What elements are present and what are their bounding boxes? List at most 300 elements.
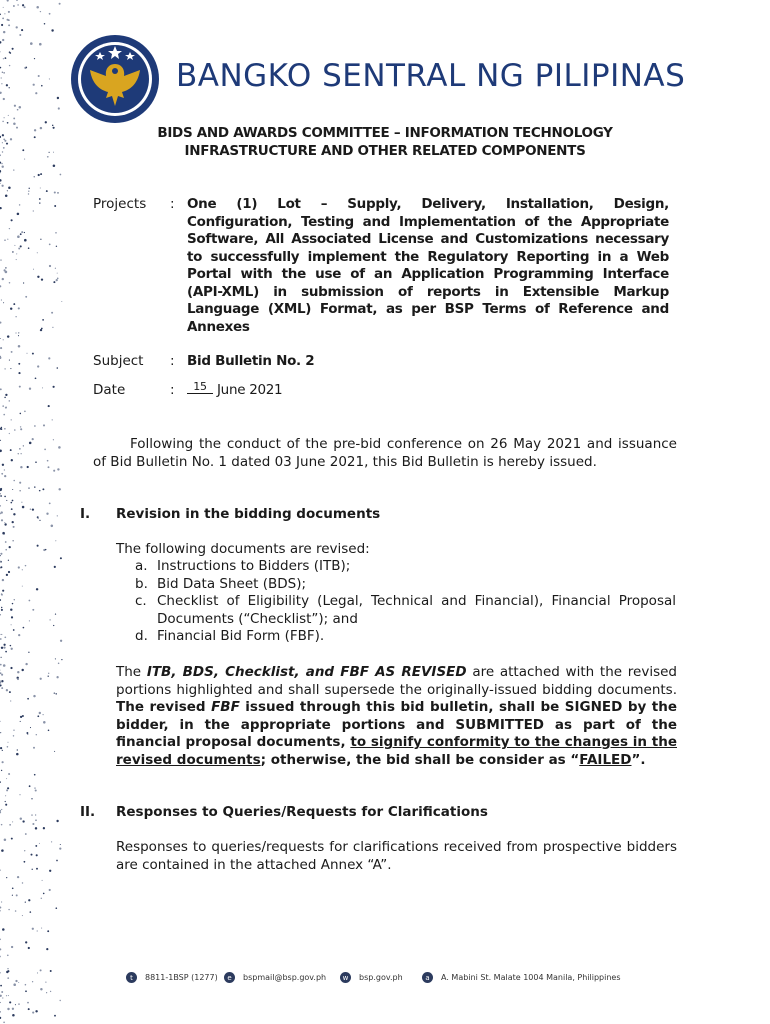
revision-fbf: FBF: [211, 699, 240, 715]
decorative-dot: [22, 915, 23, 916]
decorative-dot: [59, 1000, 60, 1001]
decorative-dot: [37, 252, 38, 253]
decorative-dot: [0, 1011, 1, 1012]
decorative-dot: [25, 941, 27, 943]
decorative-dot: [0, 732, 1, 733]
decorative-dot: [32, 928, 34, 930]
decorative-dot: [3, 138, 5, 140]
decorative-dot: [33, 84, 35, 86]
section-1-title: Revision in the bidding documents: [116, 506, 381, 522]
decorative-dot: [13, 480, 15, 482]
decorative-dot: [38, 174, 40, 176]
decorative-dot: [27, 1002, 29, 1004]
decorative-dot: [1, 687, 3, 689]
decorative-dot: [2, 142, 3, 143]
decorative-dot: [0, 440, 1, 441]
decorative-dot: [49, 152, 50, 153]
bsp-seal-logo: [70, 34, 160, 124]
decorative-dot: [7, 787, 9, 789]
decorative-dot: [52, 419, 53, 420]
decorative-dot: [53, 625, 54, 626]
decorative-dot: [22, 4, 24, 6]
decorative-dot: [4, 636, 6, 638]
decorative-dot: [29, 442, 32, 445]
decorative-dot: [28, 193, 29, 194]
decorative-dot: [1, 519, 3, 521]
decorative-dot: [10, 645, 11, 646]
decorative-dot: [22, 715, 24, 717]
decorative-dot: [15, 332, 16, 333]
decorative-dot: [42, 880, 43, 881]
decorative-dot: [55, 658, 56, 659]
decorative-dot: [37, 545, 39, 547]
decorative-dot: [57, 515, 58, 516]
decorative-dot: [33, 269, 34, 270]
decorative-dot: [59, 3, 61, 5]
decorative-dot: [57, 278, 59, 280]
decorative-dot: [46, 190, 48, 192]
decorative-dot: [48, 466, 50, 468]
decorative-dot: [21, 453, 22, 454]
decorative-dot: [9, 691, 11, 693]
decorative-dot: [31, 815, 32, 816]
footer-contact-bar: [126, 972, 646, 988]
section-1-number: I.: [80, 506, 91, 522]
decorative-dot: [18, 566, 20, 568]
decorative-dot: [2, 166, 4, 168]
decorative-dot: [13, 540, 14, 541]
decorative-dot: [51, 841, 52, 842]
decorative-dot: [40, 11, 41, 12]
committee-heading: [110, 124, 660, 160]
decorative-dot: [50, 991, 51, 992]
decorative-dot: [20, 817, 22, 819]
decorative-dot: [52, 327, 53, 328]
decorative-dot: [50, 970, 52, 972]
decorative-dot: [0, 183, 1, 184]
decorative-dot: [19, 482, 21, 484]
decorative-dot: [11, 351, 13, 353]
decorative-dot: [34, 774, 36, 776]
decorative-dot: [16, 26, 18, 28]
decorative-dot: [15, 1004, 16, 1005]
decorative-dot: [36, 868, 38, 870]
list-marker: a.: [135, 558, 148, 574]
decorative-dot: [5, 801, 6, 802]
decorative-dot: [37, 972, 38, 973]
revision-text-the: The: [116, 664, 147, 680]
decorative-dot: [1, 83, 2, 84]
decorative-dot: [37, 365, 39, 367]
decorative-dot: [19, 106, 22, 109]
decorative-dot: [13, 169, 14, 170]
decorative-dot: [48, 357, 50, 359]
decorative-dot: [12, 603, 13, 604]
decorative-dot: [11, 502, 13, 504]
decorative-dot: [31, 854, 33, 856]
decorative-dot: [12, 887, 14, 889]
decorative-dot: [5, 394, 7, 396]
decorative-dot: [57, 367, 59, 369]
decorative-dot: [28, 247, 30, 249]
decorative-dot: [12, 489, 13, 490]
decorative-dot: [45, 549, 46, 550]
decorative-dot: [4, 368, 5, 369]
decorative-dot: [12, 500, 14, 502]
decorative-dot: [1, 185, 3, 187]
decorative-dot: [54, 191, 56, 193]
decorative-dot: [20, 716, 22, 718]
decorative-dot: [6, 500, 7, 501]
decorative-dot: [5, 57, 7, 59]
decorative-dot: [36, 6, 39, 9]
decorative-dot: [55, 907, 57, 909]
decorative-dot: [11, 219, 13, 221]
decorative-dot: [3, 98, 5, 100]
decorative-dot: [9, 51, 11, 53]
decorative-dot: [8, 571, 10, 573]
decorative-dot: [18, 453, 19, 454]
decorative-dot: [3, 58, 4, 59]
decorative-dot: [9, 546, 11, 548]
decorative-dot: [10, 307, 12, 309]
decorative-dot: [30, 727, 31, 728]
subject-label: Subject: [93, 353, 144, 369]
decorative-dot: [17, 213, 20, 216]
decorative-dot: [2, 590, 4, 592]
decorative-dot: [6, 877, 7, 878]
decorative-dot: [46, 513, 48, 515]
decorative-dot: [1, 824, 3, 826]
section-1-heading: [80, 506, 380, 522]
decorative-dot: [39, 202, 40, 203]
decorative-dot: [17, 235, 20, 238]
decorative-dot: [1, 607, 2, 608]
decorative-dot: [0, 179, 2, 182]
revision-bold-2: issued through this bid bulletin, shall be SIGNED by the bidder, in the appropriate portions and SUBMITTED as part of the financial proposal documents,: [116, 699, 677, 750]
decorative-dot: [34, 176, 35, 177]
decorative-dot: [34, 58, 35, 59]
decorative-dot: [8, 19, 9, 20]
decorative-dot: [12, 521, 14, 523]
decorative-dot: [33, 747, 35, 749]
decorative-dot: [0, 13, 1, 15]
decorative-dot: [32, 823, 34, 825]
decorative-dot: [8, 11, 10, 13]
decorative-dot: [2, 997, 3, 998]
decorative-dot: [39, 520, 40, 521]
decorative-dot: [7, 742, 8, 743]
decorative-dot: [3, 7, 4, 8]
list-text: Instructions to Bidders (ITB);: [157, 558, 351, 574]
decorative-dot: [53, 152, 54, 153]
decorative-dot: [17, 4, 18, 5]
decorative-dot: [18, 1003, 20, 1005]
decorative-dot: [48, 673, 49, 674]
decorative-dot: [16, 259, 17, 260]
decorative-dot: [11, 946, 13, 948]
decorative-dot: [11, 838, 13, 840]
decorative-dot: [58, 107, 60, 109]
phone-icon: t: [126, 972, 137, 983]
decorative-dot: [55, 614, 56, 615]
decorative-dot: [1, 991, 3, 993]
decorative-dot: [17, 109, 19, 111]
decorative-dot: [22, 882, 23, 883]
decorative-dot: [21, 231, 23, 233]
decorative-dot: [30, 508, 31, 509]
decorative-dot: [53, 164, 56, 167]
revision-conformity: to signify conformity to the changes in the revised documents: [116, 734, 677, 768]
decorative-dot: [0, 721, 1, 722]
decorative-dot: [33, 210, 34, 211]
decorative-dot: [2, 928, 5, 931]
decorative-dot: [18, 372, 20, 374]
decorative-dot: [43, 721, 46, 724]
decorative-dot: [11, 419, 12, 420]
decorative-dot: [7, 968, 8, 969]
decorative-dot: [24, 850, 25, 851]
decorative-dot: [46, 948, 48, 950]
decorative-dot: [53, 281, 55, 283]
decorative-dot: [32, 609, 34, 611]
decorative-dot: [49, 78, 50, 79]
revised-documents-names: ITB, BDS, Checklist, and FBF AS REVISED: [146, 664, 467, 680]
decorative-dot: [46, 992, 47, 993]
decorative-dot: [36, 588, 38, 590]
decorative-dot: [35, 92, 37, 94]
decorative-dot: [13, 5, 15, 7]
decorative-dot: [49, 244, 51, 246]
decorative-dot: [7, 970, 9, 972]
decorative-dot: [4, 140, 6, 142]
footer-phone: [126, 972, 218, 983]
decorative-dot: [0, 154, 1, 156]
decorative-dot: [49, 889, 51, 891]
decorative-dot: [20, 466, 22, 468]
revision-paragraph: [116, 664, 677, 769]
decorative-dot: [19, 448, 20, 449]
decorative-dot: [0, 260, 1, 261]
decorative-dot: [5, 549, 7, 551]
decorative-dot: [0, 670, 1, 671]
date-month-year: June 2021: [217, 382, 283, 398]
section-2-paragraph: Responses to queries/requests for clarifications received from prospective bidders are contained in the attached Annex “A”.: [116, 839, 677, 873]
decorative-dot: [48, 676, 49, 677]
email-icon: e: [224, 972, 235, 983]
decorative-dot: [24, 410, 26, 412]
decorative-dot: [24, 239, 27, 242]
decorative-dot: [32, 353, 34, 355]
decorative-dot: [0, 638, 2, 640]
decorative-dot: [0, 338, 1, 339]
decorative-dot: [0, 51, 1, 52]
decorative-dot: [2, 405, 4, 407]
decorative-dot: [49, 265, 51, 267]
decorative-dot: [12, 821, 13, 822]
decorative-dot: [25, 984, 27, 986]
decorative-dot: [0, 684, 2, 686]
decorative-dot: [20, 490, 21, 491]
decorative-dot: [54, 1015, 56, 1017]
decorative-dot: [42, 319, 44, 321]
decorative-dot: [0, 92, 2, 94]
decorative-dot: [16, 894, 18, 896]
decorative-dot: [25, 565, 27, 567]
decorative-dot: [54, 566, 56, 568]
decorative-dot: [54, 692, 55, 693]
decorative-dot: [29, 600, 31, 602]
decorative-dot: [9, 400, 11, 402]
list-item: [135, 593, 676, 628]
decorative-dot: [7, 954, 9, 956]
decorative-dot: [1, 609, 3, 611]
decorative-dot: [61, 659, 62, 660]
decorative-dot: [4, 469, 5, 470]
decorative-dot: [45, 981, 46, 982]
decorative-dot: [3, 72, 4, 73]
decorative-dot: [40, 127, 42, 129]
decorative-dot: [39, 712, 41, 714]
decorative-dot: [31, 798, 32, 799]
decorative-dot: [51, 29, 53, 31]
decorative-dot: [5, 651, 7, 653]
decorative-dot: [20, 413, 22, 415]
decorative-dot: [37, 715, 39, 717]
decorative-dot: [0, 136, 1, 138]
decorative-dot: [60, 844, 61, 845]
decorative-dot: [56, 246, 57, 247]
decorative-dot: [43, 714, 44, 715]
decorative-dot: [6, 143, 8, 145]
decorative-dot: [28, 899, 30, 901]
decorative-dot: [28, 487, 30, 489]
decorative-dot: [32, 508, 34, 510]
decorative-dot: [39, 843, 40, 844]
decorative-dot: [0, 505, 1, 506]
decorative-dot: [3, 147, 5, 149]
decorative-dot: [18, 332, 19, 333]
decorative-dot: [10, 700, 11, 701]
decorative-dot: [44, 449, 46, 451]
decorative-dot: [20, 233, 22, 235]
decorative-dot: [5, 795, 6, 796]
decorative-dot: [37, 276, 39, 278]
decorative-dot: [9, 65, 10, 66]
list-marker: c.: [135, 593, 147, 609]
decorative-dot: [14, 105, 16, 107]
decorative-dot: [49, 870, 51, 872]
decorative-dot: [8, 115, 9, 116]
decorative-dot: [57, 192, 58, 193]
decorative-dot: [29, 388, 31, 390]
decorative-dot: [1, 770, 2, 771]
decorative-dot: [3, 339, 4, 340]
decorative-dot: [0, 985, 2, 987]
list-item: [135, 628, 676, 646]
decorative-dot: [0, 450, 2, 453]
decorative-dot: [60, 640, 62, 642]
decorative-dot: [0, 161, 1, 163]
decorative-dot: [24, 6, 26, 8]
decorative-dot: [8, 560, 9, 561]
decorative-dot: [28, 1008, 30, 1010]
projects-value: One (1) Lot – Supply, Delivery, Installation, Design, Configuration, Testing and Implementation of the Appropriate Software, All Associated License and Customizations necessary to successfully implement the Regulatory Reporting in a Web Portal with the use of an Application Programming Interface (API-XML) in submission of reports in Extensible Markup Language (XML) Format, as per BSP Terms of Reference and Annexes: [187, 196, 669, 335]
decorative-dot: [40, 678, 42, 680]
decorative-dot: [9, 433, 10, 434]
decorative-dot: [1, 901, 2, 902]
decorative-dot: [13, 629, 15, 631]
decorative-dot: [13, 303, 15, 305]
decorative-dot: [39, 490, 41, 492]
decorative-dot: [1, 163, 3, 165]
decorative-dot: [24, 232, 25, 233]
decorative-dot: [18, 634, 20, 636]
decorative-dot: [41, 898, 42, 899]
decorative-dot: [54, 205, 56, 207]
decorative-dot: [9, 360, 10, 361]
decorative-dot: [53, 470, 55, 472]
intro-paragraph: Following the conduct of the pre-bid conference on 26 May 2021 and issuance of Bid Bulletin No. 1 dated 03 June 2021, this Bid Bulletin is hereby issued.: [93, 436, 677, 470]
decorative-dot: [0, 614, 1, 615]
decorative-dot: [43, 424, 45, 426]
decorative-dot: [35, 819, 37, 821]
decorative-dot: [1, 849, 4, 852]
decorative-dot: [7, 122, 9, 124]
decorative-dot: [24, 861, 26, 863]
decorative-dot: [37, 930, 38, 931]
decorative-dot: [5, 267, 6, 268]
revision-bold-1: The revised: [116, 699, 212, 715]
decorative-dot: [0, 811, 1, 813]
decorative-dot: [16, 127, 18, 129]
decorative-dot: [0, 388, 2, 390]
decorative-dot: [14, 599, 15, 600]
decorative-dot: [57, 97, 59, 99]
footer-phone-text: 8811-1BSP (1277): [145, 973, 218, 982]
decorative-dot: [11, 624, 12, 625]
decorative-dot: [0, 555, 1, 556]
decorative-dot: [29, 188, 30, 189]
decorative-dot: [32, 438, 34, 440]
decorative-dot: [20, 428, 22, 430]
decorative-dot: [8, 187, 11, 190]
decorative-dot: [1, 680, 3, 682]
decorative-dot: [2, 761, 4, 763]
decorative-dot: [16, 0, 18, 1]
decorative-dot: [0, 664, 2, 666]
decorative-dot: [9, 228, 10, 229]
decorative-dot: [0, 493, 1, 494]
decorative-dot: [2, 750, 3, 751]
decorative-dot: [49, 502, 51, 504]
decorative-dot: [3, 31, 5, 33]
decorative-dot: [0, 870, 1, 871]
decorative-dot: [41, 278, 43, 280]
decorative-dot: [40, 329, 42, 331]
decorative-dot: [40, 239, 41, 240]
decorative-dot: [22, 820, 24, 822]
decorative-dot: [35, 377, 37, 379]
decorative-dot: [0, 672, 2, 674]
projects-label: Projects: [93, 196, 147, 212]
decorative-dot: [0, 170, 1, 172]
decorative-dot: [36, 734, 37, 735]
decorative-dot: [3, 302, 4, 303]
decorative-dot: [56, 820, 58, 822]
decorative-dot: [1, 299, 2, 300]
section-1-lead: The following documents are revised:: [116, 541, 370, 557]
